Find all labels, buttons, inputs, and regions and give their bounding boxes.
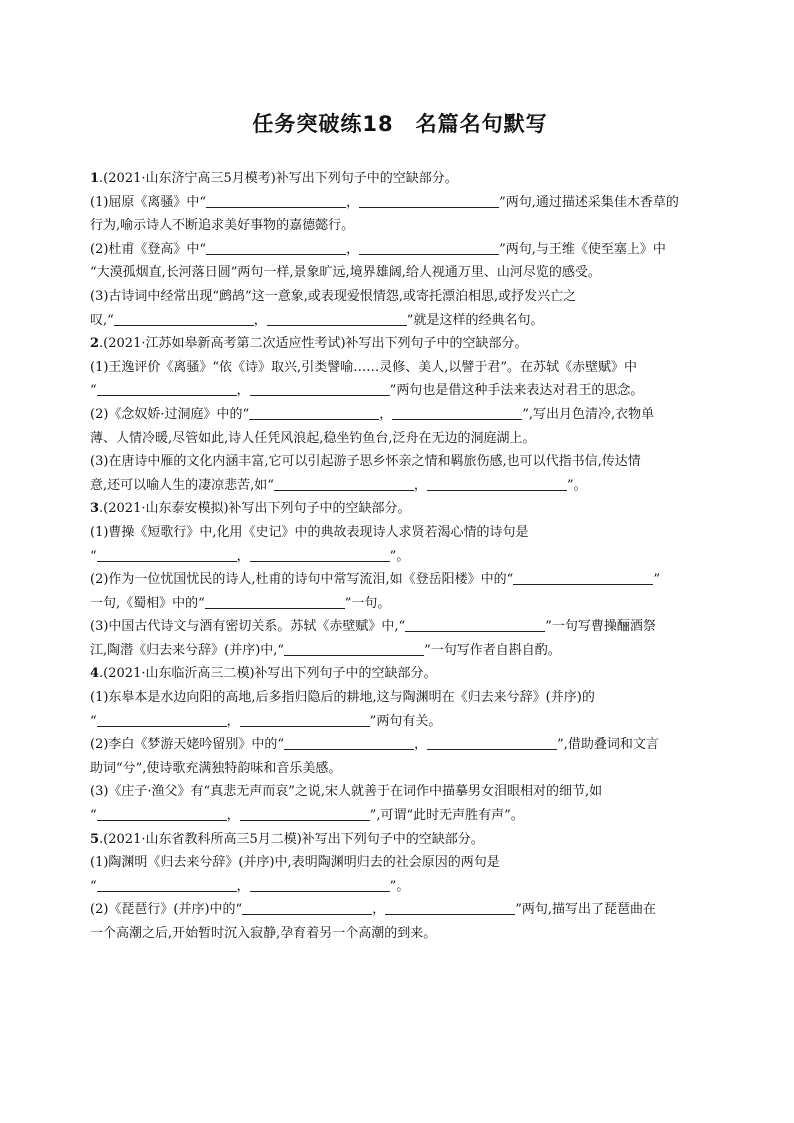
answer-blank[interactable]	[284, 735, 414, 750]
question-part-cont: 江,陶潜《归去来兮辞》(并序)中,“ ”一句写作者自斟自酌。	[90, 642, 561, 658]
question-part-cont: 意,还可以喻人生的凄凉悲苦,如“ ， ”。	[90, 477, 587, 493]
question-list	[90, 167, 710, 946]
answer-blank[interactable]	[359, 240, 499, 255]
question-part: (3)在唐诗中雁的文化内涵丰富,它可以引起游子思乡怀亲之情和羁旅伤感,也可以代指书信,传达情	[90, 454, 641, 470]
question-part: (2)作为一位忧国忧民的诗人,杜甫的诗句中常写流泪,如《登岳阳楼》中的“ ”	[90, 572, 660, 588]
question-part-cont: 一个高潮之后,开始暂时沉入寂静,孕育着另一个高潮的到来。	[90, 926, 437, 941]
answer-blank[interactable]	[97, 381, 237, 396]
answer-blank[interactable]	[250, 877, 390, 892]
answer-blank[interactable]	[250, 547, 390, 562]
question-source: .(2021·山东省教科所高三5月二模)补写出下列句子中的空缺部分。	[99, 831, 484, 847]
question-part: (3)中国古代诗文与酒有密切关系。苏轼《赤壁赋》中,“ ”一句写曹操酾酒祭	[90, 619, 656, 635]
question-part: (2)杜甫《登高》中“ ， ”两句,与王维《使至塞上》中	[90, 241, 666, 257]
answer-blank[interactable]	[274, 476, 414, 491]
answer-blank[interactable]	[250, 381, 390, 396]
question-part: (1)王逸评价《离骚》“依《诗》取兴,引类譬喻……灵修、美人,以譬于君”。在苏轼《赤壁赋》中	[90, 359, 637, 375]
question-number: 2	[90, 336, 100, 352]
question-part: (1)东皋本是水边向阳的高地,后多指归隐后的耕地,这与陶渊明在《归去来兮辞》(并序)的	[90, 690, 595, 706]
answer-blank[interactable]	[205, 594, 345, 609]
answer-blank[interactable]	[249, 405, 379, 420]
question-part: (1)曹操《短歌行》中,化用《史记》中的典故表现诗人求贤若渴心情的诗句是	[90, 524, 529, 540]
question-part-cont: “大漠孤烟直,长河落日圆”两句一样,景象旷远,境界雄阔,给人视通万里、山河尽览的感受。	[90, 265, 601, 281]
question-part-cont: 行为,喻示诗人不断追求美好事物的嘉德懿行。	[90, 218, 355, 234]
answer-blank[interactable]	[242, 900, 372, 915]
question-part-cont: “ ， ”,可谓“此时无声胜有声”。	[90, 808, 524, 824]
question-part-cont: 叹,“ ， ”就是这样的经典名句。	[90, 312, 544, 328]
answer-blank[interactable]	[284, 641, 424, 656]
question-header	[90, 167, 710, 191]
question-part-cont: 一句,《蜀相》中的“ ”一句。	[90, 595, 391, 611]
answer-blank[interactable]	[114, 311, 254, 326]
answer-blank[interactable]	[267, 311, 407, 326]
answer-blank[interactable]	[97, 712, 227, 727]
answer-blank[interactable]	[97, 806, 227, 821]
question-part-cont: “ ， ”。	[90, 548, 410, 564]
answer-blank[interactable]	[240, 806, 370, 821]
answer-blank[interactable]	[513, 570, 653, 585]
answer-blank[interactable]	[206, 240, 346, 255]
answer-blank[interactable]	[405, 617, 545, 632]
question-part: (2)李白《梦游天姥吟留别》中的“ ， ”,借助叠词和文言	[90, 737, 659, 753]
question-part: (3)《庄子·渔父》有“真悲无声而哀”之说,宋人就善于在词作中描摹男女泪眼相对的细节,如	[90, 784, 603, 800]
question-part: (3)古诗词中经常出现“鹧鸪”这一意象,或表现爱恨情怨,或寄托漂泊相思,或抒发兴亡之	[90, 288, 577, 304]
question-header	[90, 828, 710, 852]
question-part: (1)屈原《离骚》中“ ， ”两句,通过描述采集佳木香草的	[90, 194, 679, 210]
question-number: 4	[90, 666, 100, 682]
answer-blank[interactable]	[427, 735, 557, 750]
question-source: .(2021·山东济宁高三5月模考)补写出下列句子中的空缺部分。	[99, 171, 458, 186]
question-header	[90, 662, 710, 686]
question-part-cont: “ ， ”两句也是借这种手法来表达对君王的思念。	[90, 383, 644, 399]
question-part-cont: “ ， ”两句有关。	[90, 713, 442, 729]
answer-blank[interactable]	[359, 193, 499, 208]
question-source: .(2021·山东临沂高三二模)补写出下列句子中的空缺部分。	[99, 666, 437, 682]
question-part-cont: 助词“兮”,使诗歌充满独特韵味和音乐美感。	[90, 760, 342, 776]
answer-blank[interactable]	[427, 476, 567, 491]
answer-blank[interactable]	[392, 405, 522, 420]
question-number: 5	[90, 831, 100, 847]
question-part: (2)《念奴娇·过洞庭》中的“ ， ”,写出月色清冷,衣物单	[90, 406, 655, 422]
answer-blank[interactable]	[240, 712, 370, 727]
answer-blank[interactable]	[97, 877, 237, 892]
question-number: 1	[90, 171, 100, 186]
answer-blank[interactable]	[385, 900, 515, 915]
question-part: (2)《琵琶行》(并序)中的“ ， ”两句,描写出了琵琶曲在	[90, 902, 657, 918]
question-header	[90, 497, 710, 521]
question-part-cont: “ ， ”。	[90, 878, 410, 894]
answer-blank[interactable]	[206, 193, 346, 208]
page-title: 任务突破练18 名篇名句默写	[252, 112, 548, 136]
question-part: (1)陶渊明《归去来兮辞》(并序)中,表明陶渊明归去的社会原因的两句是	[90, 855, 500, 871]
answer-blank[interactable]	[97, 547, 237, 562]
question-number: 3	[90, 501, 100, 517]
question-header	[90, 332, 710, 356]
question-source: .(2021·江苏如皋新高考第二次适应性考试)补写出下列句子中的空缺部分。	[99, 336, 528, 352]
question-part-cont: 薄、人情冷暖,尽管如此,诗人任凭风浪起,稳坐钓鱼台,泛舟在无边的洞庭湖上。	[90, 430, 536, 446]
question-source: .(2021·山东泰安模拟)补写出下列句子中的空缺部分。	[99, 501, 411, 517]
